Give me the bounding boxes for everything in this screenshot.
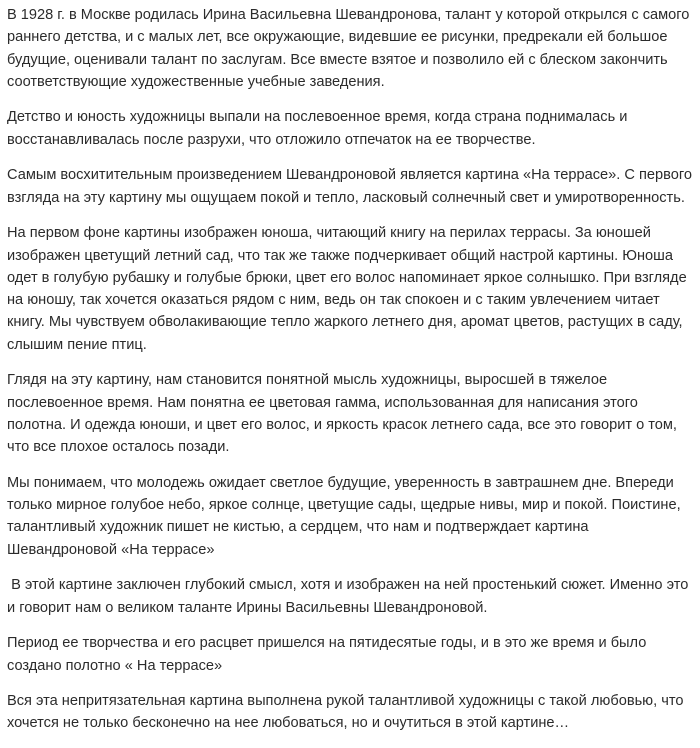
paragraph-meaning: В этой картине заключен глубокий смысл, хотя и изображен на ней простенький сюжет. Именно это и говорит нам о великом таланте Ирины Васильевны Шевандроновой. — [7, 577, 693, 616]
paragraph-future: Мы понимаем, что молодежь ожидает светлое будущие, уверенность в завтрашнем дне. Впереди только мирное голубое небо, яркое солнце, цветущие сады, щедрые нивы, мир и покой. Поистине, талантливый художник пишет не кистью, а сердцем, что нам и подтверждает картина Шевандроновой «На террасе» — [7, 474, 685, 558]
paragraph-painting-intro: Самым восхитительным произведением Шевандроновой является картина «На террасе». С первого взгляда на эту картину мы ощущаем покой и тепло, ласковый солнечный свет и умиротворенность. — [7, 167, 697, 206]
paragraph-childhood: Детство и юность художницы выпали на послевоенное время, когда страна поднималась и восстанавливалась после разрухи, что отложило отпечаток на ее творчестве. — [7, 109, 632, 148]
paragraph-painting-description: На первом фоне картины изображен юноша, читающий книгу на перилах террасы. За юношей изображен цветущий летний сад, что так же также подчеркивает общий настрой картины. Юноша одет в голубую рубашку и голубые брюки, цвет его волос напоминает яркое солнышко. При взгляде на юношу, так хочется оказаться рядом с ним, ведь он так спокоен и с таким увлечением читает книгу. Мы чувствуем обволакивающие тепло жаркого летнего дня, аромат цветов, растущих в саду, слышим пение птиц. — [7, 225, 691, 353]
paragraph-conclusion: Вся эта непритязательная картина выполнена рукой талантливой художницы с такой любовью, что хочется не только бесконечно на нее любоваться, но и очутиться в этой картине… — [7, 693, 688, 732]
article-text — [7, 4, 695, 748]
paragraph-artist-idea: Глядя на эту картину, нам становится понятной мысль художницы, выросшей в тяжелое послевоенное время. Нам понятна ее цветовая гамма, использованная для написания этого полотна. И одежда юноши, и цвет его волос, и яркость красок летнего сада, все это говорит о том, что все плохое осталось позади. — [7, 372, 682, 456]
paragraph-birth: В 1928 г. в Москве родилась Ирина Васильевна Шевандронова, талант у которой открылся с самого раннего детства, и с малых лет, все окружающие, видевшие ее рисунки, предрекали ей большое будущие, оценивали талант по заслугам. Все вместе взятое и позволило ей с блеском закончить соответствующие художественные учебные заведения. — [7, 7, 694, 90]
paragraph-period: Период ее творчества и его расцвет пришелся на пятидесятые годы, и в это же время и было создано полотно « На террасе» — [7, 635, 651, 674]
